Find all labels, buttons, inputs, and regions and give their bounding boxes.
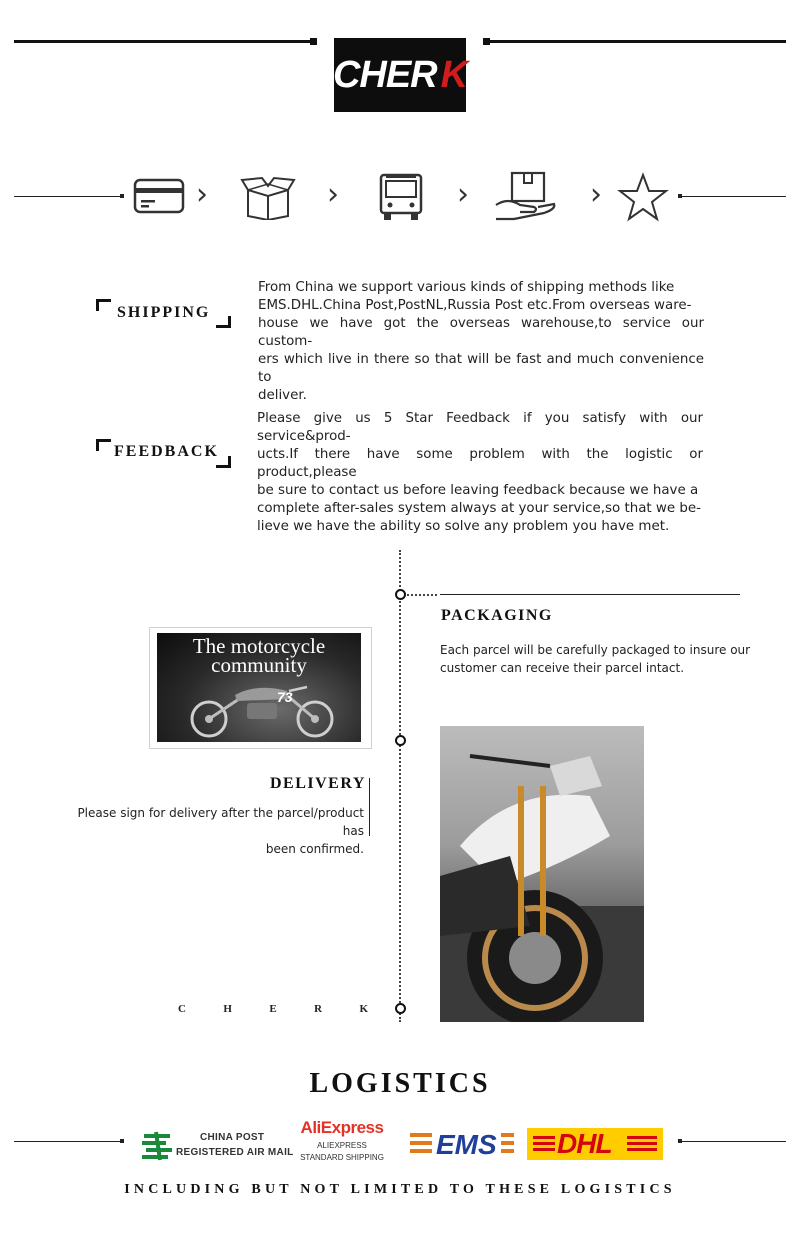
dhl-stripe: [533, 1136, 555, 1139]
aliexpress-logo: [296, 1118, 388, 1168]
feedback-bracket-top: [96, 439, 111, 451]
logistics-rule-left-dot: [120, 1139, 124, 1143]
race-number-badge: 73: [277, 689, 293, 705]
step-chevron: ›: [590, 177, 602, 212]
ems-logo: [410, 1129, 514, 1163]
shipping-bracket-bottom: [216, 316, 231, 328]
dhl-stripe: [533, 1142, 555, 1145]
brand-spaced-letters: [178, 1003, 368, 1015]
header-rule-left: [14, 40, 310, 43]
china-post-emblem-icon: [140, 1130, 176, 1162]
china-post-line1: CHINA POST: [200, 1132, 265, 1143]
dhl-stripe: [627, 1148, 657, 1151]
packaging-line: customer can receive their parcel intact.: [440, 661, 685, 675]
step-chevron: ›: [457, 177, 469, 212]
photo-caption: [157, 634, 361, 677]
dhl-stripe: [627, 1136, 657, 1139]
brand-logo: [334, 38, 466, 112]
sport-motorcycle-photo: [440, 726, 644, 1022]
steps-rule-left: [14, 196, 122, 197]
feedback-line: Please give us 5 Star Feedback if you satisfy with our service&prod-: [257, 411, 703, 444]
aliexpress-line2: STANDARD SHIPPING: [300, 1153, 384, 1162]
photo-caption-line: The motorcycle: [192, 634, 326, 658]
hand-with-package-icon: [494, 171, 560, 223]
packaging-title: PACKAGING: [441, 607, 553, 624]
feedback-line: be sure to contact us before leaving feedback because we have a: [257, 483, 699, 498]
dhl-stripe: [533, 1148, 555, 1151]
delivery-text: [64, 804, 364, 858]
photo-caption-line: community: [211, 653, 307, 677]
brand-letter: R: [314, 1003, 323, 1015]
shipping-line: ers which live in there so that will be fast and much convenience to: [258, 352, 704, 385]
star-icon: [617, 172, 669, 222]
packaging-connector: [407, 594, 437, 596]
brand-letter: H: [223, 1003, 232, 1015]
delivery-line: been confirmed.: [265, 842, 364, 856]
delivery-title: DELIVERY: [270, 775, 366, 792]
sport-motorcycle-graphic: [440, 726, 644, 1022]
logistics-footer-note: INCLUDING BUT NOT LIMITED TO THESE LOGISTICS: [124, 1182, 676, 1197]
feedback-bracket-bottom: [216, 456, 231, 468]
steps-rule-right: [682, 196, 786, 197]
shipping-bracket-top: [96, 299, 111, 311]
shipping-line: deliver.: [258, 388, 307, 403]
shipping-title: SHIPPING: [117, 304, 211, 321]
delivery-rule: [369, 778, 370, 836]
brand-letter: E: [269, 1003, 277, 1015]
delivery-line: Please sign for delivery after the parcel/product has: [77, 806, 364, 838]
brand-letter: K: [359, 1003, 368, 1015]
step-chevron: ›: [327, 177, 339, 212]
dhl-label: DHL: [557, 1128, 612, 1159]
payment-card-icon: [133, 178, 185, 214]
feedback-text: [257, 410, 703, 536]
brand-logo-main: CHER: [332, 53, 437, 96]
header-rule-left-dot: [310, 38, 317, 45]
timeline-node-packaging: [395, 589, 406, 600]
feedback-line: complete after-sales system always at your service,so that we be-: [257, 501, 701, 516]
china-post-line2: REGISTERED AIR MAIL: [176, 1147, 294, 1158]
packaging-text: [440, 641, 750, 677]
brand-letter: C: [178, 1003, 186, 1015]
packaging-line: Each parcel will be carefully packaged to insure our: [440, 643, 751, 657]
shipping-line: From China we support various kinds of shipping methods like: [258, 280, 675, 295]
shipping-line: EMS.DHL.China Post,PostNL,Russia Post etc.From overseas ware-: [258, 298, 692, 313]
brand-logo-accent: K: [440, 53, 468, 96]
shipping-line: house we have got the overseas warehouse,to service our custom-: [258, 316, 704, 349]
header-rule-right: [490, 40, 786, 43]
china-post-logo: [140, 1128, 294, 1164]
feedback-line: ucts.If there have some problem with the logistic or product,please: [257, 447, 703, 480]
logistics-rule-left: [14, 1141, 122, 1142]
aliexpress-brand-a: Ali: [300, 1118, 321, 1137]
feedback-line: lieve we have the ability so solve any problem you have met.: [257, 519, 670, 534]
ems-label: EMS: [432, 1129, 501, 1161]
logistics-title: LOGISTICS: [309, 1068, 491, 1099]
motorcycle-community-photo: [157, 633, 361, 742]
cafe-racer-motorcycle-graphic: [177, 677, 347, 739]
timeline-node-delivery: [395, 735, 406, 746]
aliexpress-brand-b: Express: [320, 1118, 384, 1137]
open-box-icon: [240, 176, 296, 220]
timeline-node-end: [395, 1003, 406, 1014]
aliexpress-line1: ALIEXPRESS: [317, 1141, 367, 1150]
timeline-dotted-line: [399, 550, 401, 1022]
dhl-stripe: [627, 1142, 657, 1145]
feedback-title: FEEDBACK: [114, 443, 219, 460]
steps-rule-left-dot: [120, 194, 124, 198]
delivery-truck-icon: [378, 172, 424, 222]
dhl-logo: [527, 1128, 663, 1160]
packaging-rule: [440, 594, 740, 595]
shipping-text: [258, 279, 704, 405]
header-rule-right-dot: [483, 38, 490, 45]
step-chevron: ›: [196, 177, 208, 212]
logistics-rule-right: [682, 1141, 786, 1142]
aliexpress-brand: [296, 1118, 388, 1138]
